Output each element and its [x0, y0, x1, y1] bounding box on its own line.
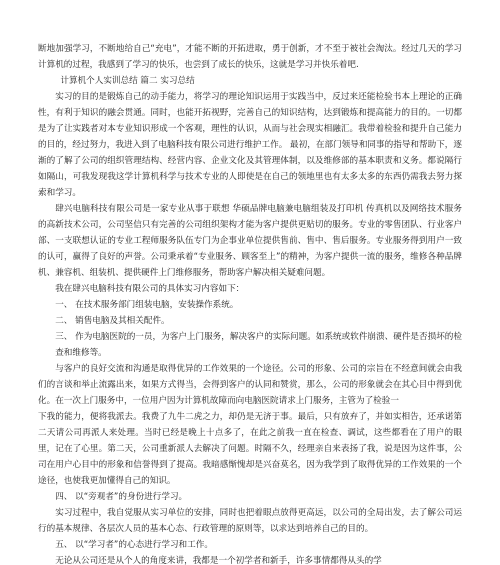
paragraph-company-intro: 肆兴电脑科技有限公司是一家专业从事于联想 华硕品牌电脑兼电脑组装及打印机 传真机以及网络技术服务的高新技术公司，公司坚信只有完善的公司组织架构才能为客户提供更贴切的服务。专业的零售团队、行业客户部、一支联想认证的专业工程师服务队伍专门为企事业单位提供售前、售中、售后服务。专业服务得到用户一致的认可，赢得了良好的声誉。公司秉承着“专业服务、顾客至上”的精神，为客户提供一流的服务，维修各种品牌机、兼容机、组装机、提供硬件上门维修服务，帮助客户解决相关疑难问题。 — [38, 204, 462, 278]
list-item-3: 三、 作为电脑医院的一员，为客户上门服务，解决客户的实际问题。如系统或软件崩溃、硬件是否损坏的检查和维修等。 — [55, 332, 462, 358]
list-item-1: 一、 在技术服务部门组装电脑，安装操作系统。 — [55, 300, 239, 310]
paragraph-communication: 与客户的良好交流和沟通是取得优异的工作效果的一个途径。公司的形象、公司的宗旨在不经意间就会由我们的言谈和举止流露出来，如果方式得当，会得到客户的认同和赞赏，那么，公司的形象就会在其心目中得到优化。在一次上门服务中，一位用户因为计算机故障而向电脑医院请求上门服务，主管为了检验一 — [38, 364, 462, 406]
document-body — [38, 41, 462, 565]
list-item-5: 五、 以“学习者”的心态进行学习和工作。 — [55, 540, 213, 550]
paragraph-learner: 无论从公司还是从个人的角度来讲，我都是一个初学者和新手，许多事情都得从头的学 — [55, 556, 382, 565]
section-heading: 计算机个人实训总结 篇二 实习总结 — [60, 76, 195, 86]
paragraph-service-story: 下我的能力，便将我派去。我费了九牛二虎之力，却仍是无济于事。最后，只有放弃了，并如实相告，还承诺第二天请公司再派人来处理。当时已经是晚上十点多了，在此之前我一直在检查、调试，这些都看在了用户的眼里，记在了心里。第二天，公司重新派人去解决了问题。时隔不久，经理亲自来表扬了我，说是因为这件事，公司在用户心目中的形象和信誉得到了提高。我暗感惭愧却是兴奋莫名，因为我学到了取得优异的工作效果的一个途径，也使我更加懂得自己的知识。 — [38, 412, 462, 486]
paragraph-observer: 实习过程中，我自觉服从实习单位的安排，同时也把着眼点放得更高远，以公司的全局出发，去了解公司运行的基本规律、各层次人员的基本心态、行政管理的原则等，以求达到培养自己的目的。 — [38, 508, 462, 534]
paragraph-continuation: 断地加强学习，不断地给自己“充电”，才能不断的开拓进取，勇于创新，才不至于被社会淘汰。经过几天的学习计算机的过程，我感到了学习的快乐，也尝到了成长的快乐，这就是学习并快乐着吧. — [38, 44, 462, 70]
list-item-4: 四、 以“旁观者”的身份进行学习。 — [55, 492, 188, 502]
paragraph-internship-purpose: 实习的目的是锻炼自己的动手能力，将学习的理论知识运用于实践当中，反过来还能检验书本上理论的正确性，有利于知识的融会贯通。同时，也能开拓视野，完善自己的知识结构，达到锻炼和提高能力的目的。一切都是为了让实践者对本专业知识形成一个客观，理性的认识，从而与社会现实相融汇。我带着检验和提升自己能力的目的，经过努力，我进入到了电脑科技有限公司进行维护工作。 最初，在部门领导和同事的指导和帮助下，逐渐的了解了公司的组织管理结构、经营内容、企业文化及其管理体制，以及维修部的基本职责和义务。都说隔行如隔山，可我发现我这学计算机科学与技术专业的人即使是在自己的领地里也有太多太多的东西仍需我去努力探索和学习。 — [38, 92, 462, 198]
list-item-2: 二、 销售电脑及其相关配件。 — [55, 316, 170, 326]
paragraph-content-intro: 我在肆兴电脑科技有限公司的具体实习内容如下： — [55, 284, 245, 294]
